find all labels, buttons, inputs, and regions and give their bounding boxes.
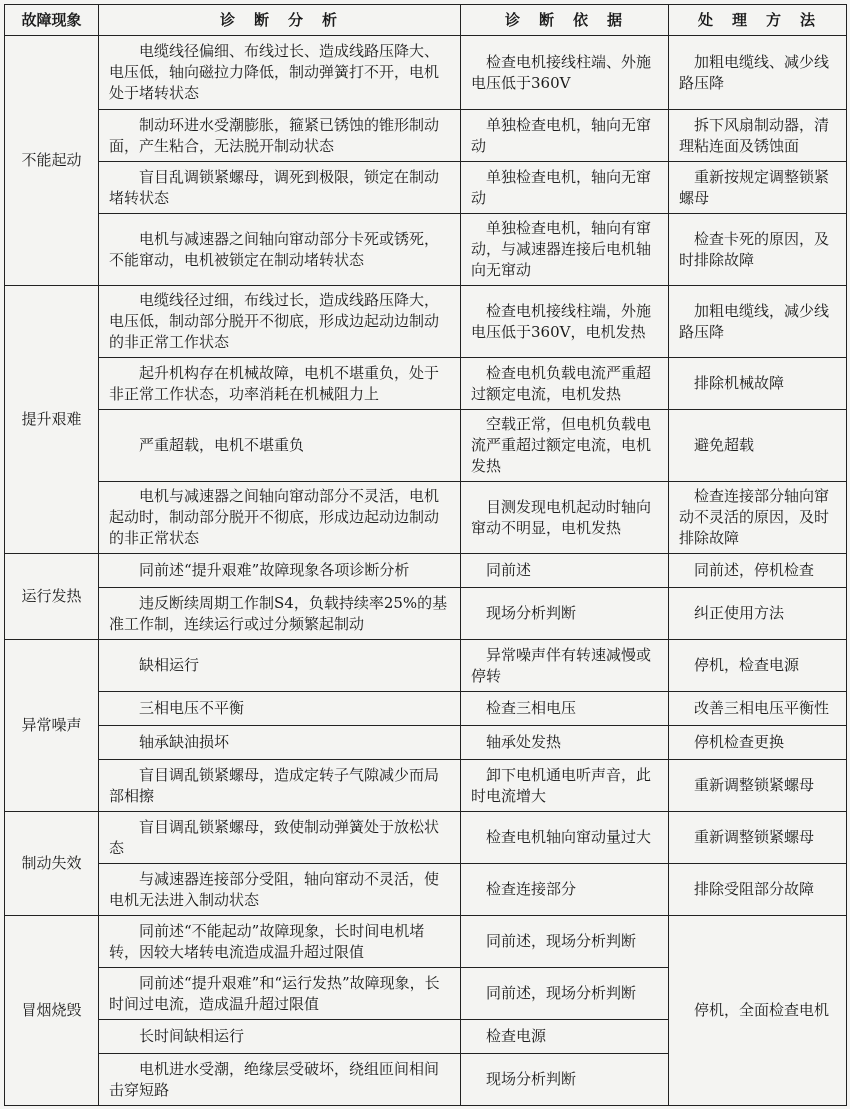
basis-cell: 检查电机负载电流严重超过额定电流，电机发热 — [461, 358, 669, 410]
table-row — [5, 640, 847, 692]
table-row — [5, 110, 847, 162]
table-row — [5, 554, 847, 588]
method-cell: 拆下风扇制动器，清理粘连面及锈蚀面 — [669, 110, 847, 162]
basis-cell: 单独检查电机，轴向无窜动 — [461, 162, 669, 214]
basis-cell: 卸下电机通电听声音，此时电流增大 — [461, 760, 669, 812]
method-cell: 改善三相电压平衡性 — [669, 692, 847, 726]
phenomenon-cell: 不能起动 — [5, 36, 99, 286]
table-row — [5, 812, 847, 864]
header-basis: 诊 断 依 据 — [461, 5, 669, 36]
table-row — [5, 726, 847, 760]
basis-cell: 轴承处发热 — [461, 726, 669, 760]
table-row — [5, 162, 847, 214]
fault-diagnosis-table — [4, 4, 847, 1106]
analysis-cell: 同前述“提升艰难”和“运行发热”故障现象，长时间过电流，造成温升超过限值 — [99, 968, 461, 1020]
method-cell: 重新按规定调整锁紧螺母 — [669, 162, 847, 214]
analysis-cell: 违反断续周期工作制S4，负载持续率25%的基准工作制，连续运行或过分频繁起制动 — [99, 588, 461, 640]
analysis-cell: 起升机构存在机械故障，电机不堪重负，处于非正常工作状态，功率消耗在机械阻力上 — [99, 358, 461, 410]
table-row — [5, 916, 847, 968]
method-cell: 停机检查更换 — [669, 726, 847, 760]
basis-cell: 单独检查电机，轴向无窜动 — [461, 110, 669, 162]
basis-cell: 异常噪声伴有转速减慢或停转 — [461, 640, 669, 692]
table-row — [5, 410, 847, 482]
analysis-cell: 三相电压不平衡 — [99, 692, 461, 726]
phenomenon-cell: 冒烟烧毁 — [5, 916, 99, 1106]
basis-cell: 空载正常，但电机负载电流严重超过额定电流，电机发热 — [461, 410, 669, 482]
basis-cell: 目测发现电机起动时轴向窜动不明显，电机发热 — [461, 482, 669, 554]
analysis-cell: 盲目调乱锁紧螺母，造成定转子气隙减少而局部相擦 — [99, 760, 461, 812]
analysis-cell: 盲目调乱锁紧螺母，致使制动弹簧处于放松状态 — [99, 812, 461, 864]
analysis-cell: 长时间缺相运行 — [99, 1020, 461, 1054]
analysis-cell: 电缆线径过细，布线过长，造成线路压降大，电压低，制动部分脱开不彻底，形成边起动边制动的非正常工作状态 — [99, 286, 461, 358]
analysis-cell: 轴承缺油损坏 — [99, 726, 461, 760]
header-row — [5, 5, 847, 36]
analysis-cell: 缺相运行 — [99, 640, 461, 692]
table-row — [5, 692, 847, 726]
basis-cell: 检查连接部分 — [461, 864, 669, 916]
table-row — [5, 482, 847, 554]
analysis-cell: 制动环进水受潮膨胀，箍紧已锈蚀的锥形制动面，产生粘合，无法脱开制动状态 — [99, 110, 461, 162]
basis-cell: 检查三相电压 — [461, 692, 669, 726]
table-row — [5, 286, 847, 358]
basis-cell: 检查电机接线柱端，外施电压低于360V，电机发热 — [461, 286, 669, 358]
method-cell: 重新调整锁紧螺母 — [669, 812, 847, 864]
basis-cell: 检查电机接线柱端、外施电压低于360V — [461, 36, 669, 110]
analysis-cell: 电缆线径偏细、布线过长、造成线路压降大、电压低，轴向磁拉力降低，制动弹簧打不开，电机处于堵转状态 — [99, 36, 461, 110]
analysis-cell: 盲目乱调锁紧螺母，调死到极限，锁定在制动堵转状态 — [99, 162, 461, 214]
phenomenon-cell: 制动失效 — [5, 812, 99, 916]
basis-cell: 单独检查电机，轴向有窜动，与减速器连接后电机轴向无窜动 — [461, 214, 669, 286]
table-row — [5, 358, 847, 410]
method-cell: 同前述，停机检查 — [669, 554, 847, 588]
header-phenomenon: 故障现象 — [5, 5, 99, 36]
table-row — [5, 864, 847, 916]
method-cell: 加粗电缆线、减少线路压降 — [669, 36, 847, 110]
basis-cell: 检查电机轴向窜动量过大 — [461, 812, 669, 864]
method-cell: 重新调整锁紧螺母 — [669, 760, 847, 812]
basis-cell: 同前述，现场分析判断 — [461, 916, 669, 968]
method-cell: 排除机械故障 — [669, 358, 847, 410]
basis-cell: 检查电源 — [461, 1020, 669, 1054]
method-cell: 加粗电缆线，减少线路压降 — [669, 286, 847, 358]
header-method: 处 理 方 法 — [669, 5, 847, 36]
analysis-cell: 电机与减速器之间轴向窜动部分不灵活，电机起动时，制动部分脱开不彻底，形成边起动边制动的非正常状态 — [99, 482, 461, 554]
method-cell-merged: 停机，全面检查电机 — [669, 916, 847, 1106]
method-cell: 检查卡死的原因，及时排除故障 — [669, 214, 847, 286]
method-cell: 停机，检查电源 — [669, 640, 847, 692]
analysis-cell: 严重超载，电机不堪重负 — [99, 410, 461, 482]
basis-cell: 同前述 — [461, 554, 669, 588]
phenomenon-cell: 异常噪声 — [5, 640, 99, 812]
basis-cell: 同前述，现场分析判断 — [461, 968, 669, 1020]
header-analysis: 诊 断 分 析 — [99, 5, 461, 36]
analysis-cell: 电机与减速器之间轴向窜动部分卡死或锈死，不能窜动，电机被锁定在制动堵转状态 — [99, 214, 461, 286]
table-row — [5, 760, 847, 812]
analysis-cell: 电机进水受潮，绝缘层受破坏，绕组匝间相间击穿短路 — [99, 1054, 461, 1106]
method-cell: 纠正使用方法 — [669, 588, 847, 640]
table-row — [5, 214, 847, 286]
method-cell: 避免超载 — [669, 410, 847, 482]
analysis-cell: 与减速器连接部分受阻，轴向窜动不灵活，使电机无法进入制动状态 — [99, 864, 461, 916]
basis-cell: 现场分析判断 — [461, 1054, 669, 1106]
analysis-cell: 同前述“提升艰难”故障现象各项诊断分析 — [99, 554, 461, 588]
phenomenon-cell: 提升艰难 — [5, 286, 99, 554]
table-row — [5, 36, 847, 110]
method-cell: 检查连接部分轴向窜动不灵活的原因，及时排除故障 — [669, 482, 847, 554]
table-row — [5, 588, 847, 640]
phenomenon-cell: 运行发热 — [5, 554, 99, 640]
method-cell: 排除受阻部分故障 — [669, 864, 847, 916]
analysis-cell: 同前述“不能起动”故障现象，长时间电机堵转，因较大堵转电流造成温升超过限值 — [99, 916, 461, 968]
basis-cell: 现场分析判断 — [461, 588, 669, 640]
